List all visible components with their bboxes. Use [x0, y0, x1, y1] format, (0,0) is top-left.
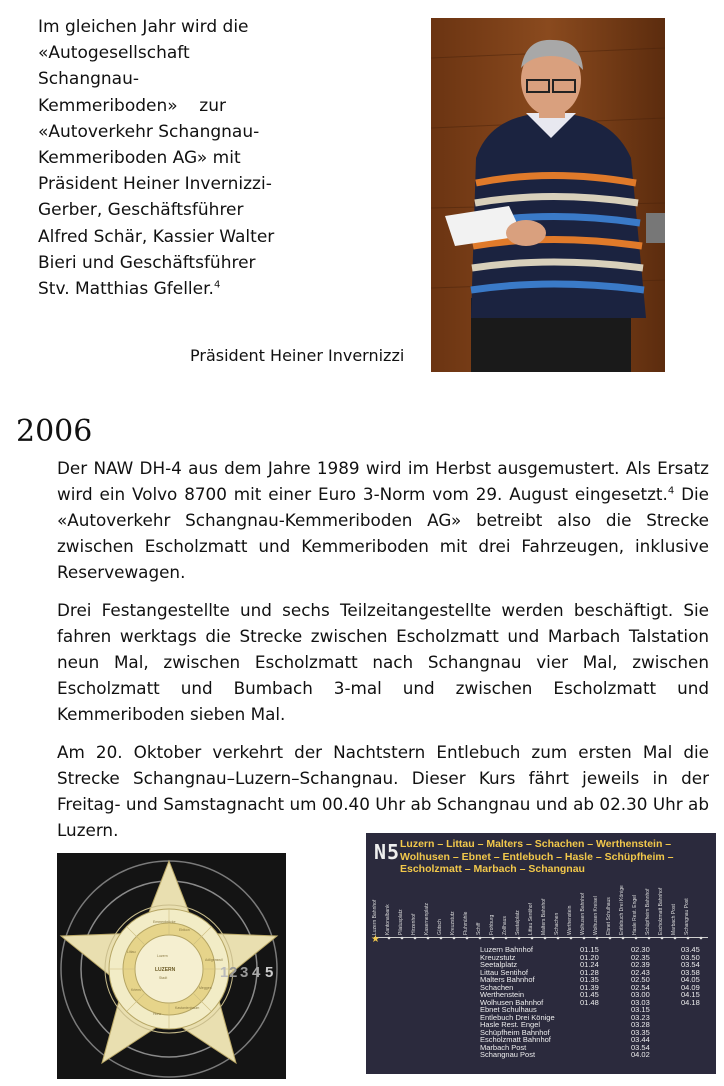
footnote-marker: 4 [667, 485, 675, 497]
departure-time: 03.35 [631, 1027, 650, 1037]
svg-text:Emmenbrücke: Emmenbrücke [153, 920, 176, 924]
stop-name: Kreuzstutz [480, 952, 516, 962]
svg-text:Meggen: Meggen [199, 986, 212, 990]
route-text: Luzern – Littau – Malters – Schachen – Werthenstein – Wolhusen – Ebnet – Entlebuch – Hasle – Schüpfheim – Escholzmatt – Marbach – Schangnau [400, 838, 674, 875]
departure-time: 04.09 [681, 982, 700, 992]
stop-name: Escholzmatt Bahnhof [480, 1035, 551, 1044]
departure-time: 01.39 [580, 982, 599, 992]
route-markers [370, 933, 712, 943]
stop-label: Seetalplatz [515, 910, 521, 935]
stops-header [366, 885, 716, 935]
stop-label: Littau Sentihof [528, 903, 534, 935]
departure-time: 01.48 [580, 997, 599, 1007]
stop-label: Luzern Bahnhof [372, 899, 378, 935]
intro-line: Stv. Matthias Gfeller. [38, 279, 214, 300]
departure-time: 03.54 [681, 960, 700, 969]
intro-line: Kemmeriboden» zur [38, 95, 226, 116]
stop-name: Malters Bahnhof [480, 975, 535, 984]
departure-time: 03.00 [631, 990, 650, 999]
departure-time: 02.54 [631, 982, 650, 992]
stop-label: Werthenstein [567, 905, 573, 935]
departure-time: 03.03 [631, 997, 650, 1007]
stop-label: Wolhusen Kreisel [593, 896, 599, 935]
departure-time: 02.50 [631, 975, 650, 984]
timetable-header [366, 833, 716, 893]
departure-time: 02.39 [631, 960, 650, 969]
departure-time: 03.58 [681, 967, 700, 977]
stop-label: Ebnet Schulhaus [606, 897, 612, 935]
stop-label: Zollhaus [502, 916, 508, 935]
departure-time: 03.45 [681, 945, 700, 954]
stop-label: Kasernenplatz [424, 903, 430, 935]
intro-line: Präsident Heiner Invernizzi- [38, 174, 272, 195]
departure-time: 03.28 [631, 1020, 650, 1029]
departure-time: 04.05 [681, 975, 700, 984]
portrait-photo [431, 18, 665, 372]
departure-time: 01.28 [580, 967, 599, 977]
photo-caption: Präsident Heiner Invernizzi [190, 346, 405, 365]
stop-label: Schachen [554, 912, 560, 935]
departure-time: 02.43 [631, 967, 650, 977]
stop-label: Kreuzstutz [450, 911, 456, 935]
stop-dots [388, 937, 703, 940]
timetable-rows [480, 946, 706, 1059]
svg-text:Luzern: Luzern [157, 954, 168, 958]
line-badge: N5 [374, 840, 401, 864]
star-center-label: LUZERN [155, 967, 176, 973]
departure-time: 04.02 [631, 1050, 650, 1059]
stop-name: Hasle Rest. Engel [480, 1020, 541, 1029]
departure-time: 01.15 [580, 945, 599, 954]
stop-name: Littau Sentihof [480, 967, 528, 977]
departure-time: 03.50 [681, 952, 700, 962]
stop-name: Wolhusen Bahnhof [480, 997, 544, 1007]
stop-name: Marbach Post [480, 1042, 527, 1052]
start-star-icon: ★ [371, 934, 380, 943]
stop-label: Kantonalbank [385, 904, 391, 935]
svg-text:Kastanienbaum: Kastanienbaum [175, 1006, 200, 1010]
intro-line: «Autoverkehr Schangnau- [38, 121, 260, 142]
departure-time: 02.30 [631, 945, 650, 954]
paragraph-2: Drei Festangestellte und sechs Teilzeitangestellte werden beschäftigt. Sie fahren werktags die Strecke zwischen Escholzmatt und Marbach Talstation neun Mal, zwischen Escholzmatt nach Schangnau vier Mal, zwischen Escholzmatt und Bumbach 3-mal und zwischen Escholzmatt und Kemmeriboden sieben Mal. [57, 600, 709, 724]
zone-1-label: 1 [220, 964, 229, 981]
timetable-n5 [366, 833, 716, 1074]
departure-time: 04.15 [681, 990, 700, 999]
departure-time: 01.20 [580, 952, 599, 962]
stop-label: Gütsch [437, 919, 443, 935]
stop-label: Frohburg [489, 914, 495, 935]
stop-label: Marbach Post [671, 904, 677, 935]
stop-name: Seetalplatz [480, 960, 518, 969]
paragraph-1 [57, 455, 709, 585]
portrait-illustration [431, 18, 665, 372]
timetable-row [480, 1051, 706, 1059]
stop-name: Luzern Bahnhof [480, 945, 533, 954]
stop-label: Escholzmatt Bahnhof [658, 887, 664, 935]
paragraph-1-part: Die «Autoverkehr Schangnau-Kemmeriboden AG» betreibt also die Strecke zwischen Escholzmatt und Kemmeriboden mit drei Fahrzeugen, inklusive Reservewagen. [57, 484, 710, 582]
intro-line-last [38, 276, 298, 302]
intro-line: Schangnau- [38, 69, 139, 90]
svg-text:Ebikon: Ebikon [179, 928, 190, 932]
svg-text:Adligenswil: Adligenswil [205, 958, 223, 962]
stop-label: Schüpfheim Bahnhof [645, 888, 651, 935]
intro-line: Bieri und Geschäftsführer [38, 252, 256, 273]
paragraph-3: Am 20. Oktober verkehrt der Nachtstern Entlebuch zum ersten Mal die Strecke Schangnau–Luzern–Schangnau. Dieser Kurs fährt jeweils in der Freitag- und Samstagnacht um 00.40 Uhr ab Schangnau und ab 02.30 Uhr ab Luzern. [57, 742, 709, 840]
departure-time: 03.44 [631, 1035, 650, 1044]
departure-time: 01.24 [580, 960, 599, 969]
svg-text:Kriens: Kriens [131, 988, 141, 992]
stop-name: Entlebuch Drei Könige [480, 1012, 555, 1022]
body-text [57, 455, 709, 855]
svg-text:Stadt: Stadt [159, 976, 168, 980]
departure-time: 01.35 [580, 975, 599, 984]
zone-3-label: 3 [240, 964, 249, 981]
stop-label: Fluhmühle [463, 911, 469, 935]
svg-text:Horw: Horw [153, 1012, 162, 1016]
stop-label: Malters Bahnhof [541, 898, 547, 935]
intro-line: «Autogesellschaft [38, 43, 190, 64]
year-heading: 2006 [16, 414, 93, 449]
departure-time: 03.23 [631, 1012, 650, 1022]
departure-time: 03.15 [631, 1005, 650, 1014]
departure-time: 03.54 [631, 1042, 650, 1052]
intro-text [38, 14, 298, 302]
stop-label: Hirzenhof [411, 913, 417, 935]
departure-time: 01.45 [580, 990, 599, 999]
zone-5-label: 5 [265, 964, 274, 981]
stop-name: Werthenstein [480, 990, 525, 999]
intro-line: Kemmeriboden AG» mit [38, 148, 241, 169]
paragraph-1-part: Der NAW DH-4 aus dem Jahre 1989 wird im Herbst ausgemustert. Als Ersatz wird ein Volvo 8700 mit einer Euro 3-Norm vom 29. August eingesetzt. [57, 458, 709, 504]
stop-name: Schachen [480, 982, 514, 992]
zone-star-map [57, 853, 286, 1079]
stop-label: Schangnau Post [684, 898, 690, 935]
svg-text:Littau: Littau [127, 950, 136, 954]
stop-label: Schiff [476, 922, 482, 935]
intro-line: Im gleichen Jahr wird die [38, 17, 249, 37]
departure-time: 02.35 [631, 952, 650, 962]
stop-name: Schangnau Post [480, 1050, 536, 1059]
zone-star-illustration [57, 853, 286, 1079]
stop-label: Pilatusplatz [398, 909, 404, 935]
departure-time: 04.18 [681, 997, 700, 1007]
stop-label: Entlebuch Drei Könige [619, 885, 625, 935]
zone-4-label: 4 [252, 964, 261, 981]
stop-name: Schüpfheim Bahnhof [480, 1027, 550, 1037]
footnote-marker: 4 [213, 279, 221, 291]
intro-line: Alfred Schär, Kassier Walter [38, 226, 275, 247]
intro-line: Gerber, Geschäftsführer [38, 200, 244, 221]
stop-label: Hasle Rest. Engel [632, 894, 638, 935]
stop-name: Ebnet Schulhaus [480, 1005, 537, 1014]
zone-2-label: 2 [229, 964, 238, 981]
stop-label: Wolhusen Bahnhof [580, 892, 586, 935]
